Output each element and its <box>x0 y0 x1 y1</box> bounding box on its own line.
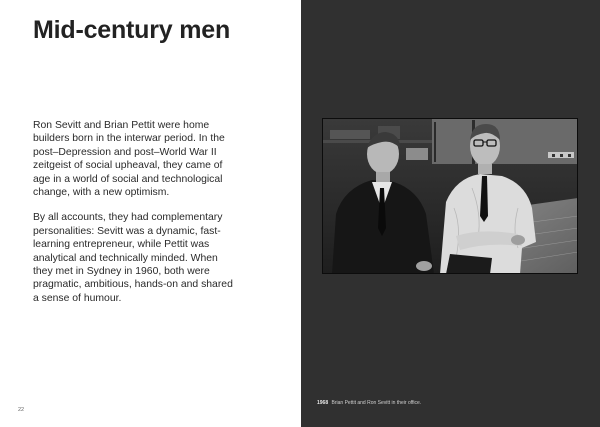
paragraph-1: Ron Sevitt and Brian Pettit were home builders born in the interwar period. In the post–Depression and post–World War II zeitgeist of social upheaval, they came of age in a world of social and technological change, with a new optimism. <box>33 120 225 199</box>
body-text <box>33 119 238 317</box>
photo-brian-pettit-and-ron-sevitt <box>322 118 578 274</box>
page-title: Mid-century men <box>33 16 231 44</box>
caption-year: 1968 <box>317 400 329 406</box>
page-number: 22 <box>18 407 25 413</box>
caption-text: Brian Pettit and Ron Sevitt in their office. <box>331 400 422 406</box>
photo-caption <box>317 400 587 406</box>
paragraph-2: By all accounts, they had complementary personalities: Sevitt was a dynamic, fast-learning entrepreneur, while Pettit was analytical and technically minded. When they met in Sydney in 1960, both were pragmatic, ambitious, hands-on and shared a sense of humour. <box>33 212 233 304</box>
